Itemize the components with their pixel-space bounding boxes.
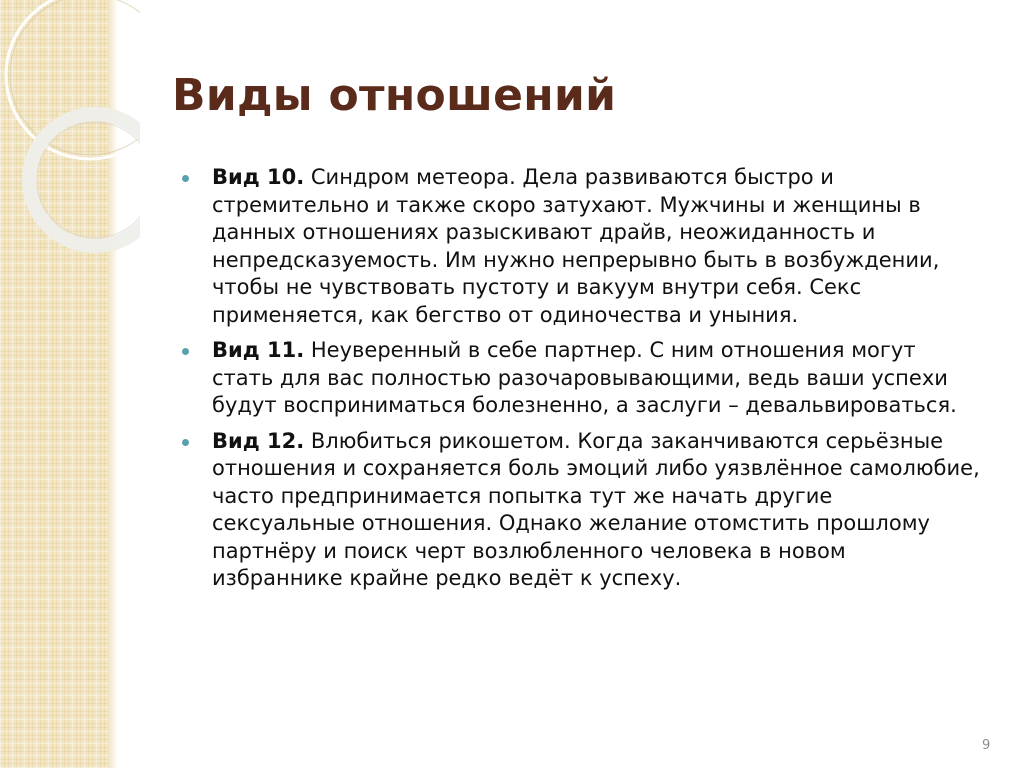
page-number: 9 <box>982 738 991 753</box>
bullet-item-vid-11 <box>180 337 980 420</box>
bullet-dot-icon <box>182 348 189 355</box>
bullet-dot-icon <box>182 439 189 446</box>
bullet-item-vid-10 <box>180 164 980 329</box>
slide-title: Виды отношений <box>172 70 617 121</box>
bullet-label: Вид 11. <box>212 338 305 362</box>
bullet-text: Неуверенный в себе партнер. С ним отношения могут стать для вас полностью разочаровывающими, ведь ваши успехи будут восприниматься болезненно, а заслуги – девальвироваться. <box>212 338 957 417</box>
decorative-rings <box>0 0 140 260</box>
bullet-text: Влюбиться рикошетом. Когда заканчиваются серьёзные отношения и сохраняется боль эмоций либо уязвлённое самолюбие, часто предпринимается попытка тут же начать другие сексуальные отношения. Однако желание отомстить прошлому партнёру и поиск черт возлюбленного человека в новом избраннике крайне редко ведёт к успеху. <box>212 428 980 590</box>
bullet-list <box>180 164 980 601</box>
decorative-ring-large <box>6 0 140 159</box>
bullet-label: Вид 12. <box>212 428 305 453</box>
decorative-ring-thick-inner <box>37 122 140 238</box>
decorative-ring-thick <box>29 114 140 246</box>
bullet-item-vid-12 <box>180 428 980 593</box>
bullet-dot-icon <box>182 175 189 182</box>
bullet-label: Вид 10. <box>212 165 305 189</box>
bullet-text: Синдром метеора. Дела развиваются быстро и стремительно и также скоро затухают. Мужчины и женщины в данных отношениях разыскивают драйв, неожиданность и непредсказуемость. Им нужно непрерывно быть в возбуждении, чтобы не чувствовать пустоту и вакуум внутри себя. Секс применяется, как бегство от одиночества и уныния. <box>212 165 940 327</box>
